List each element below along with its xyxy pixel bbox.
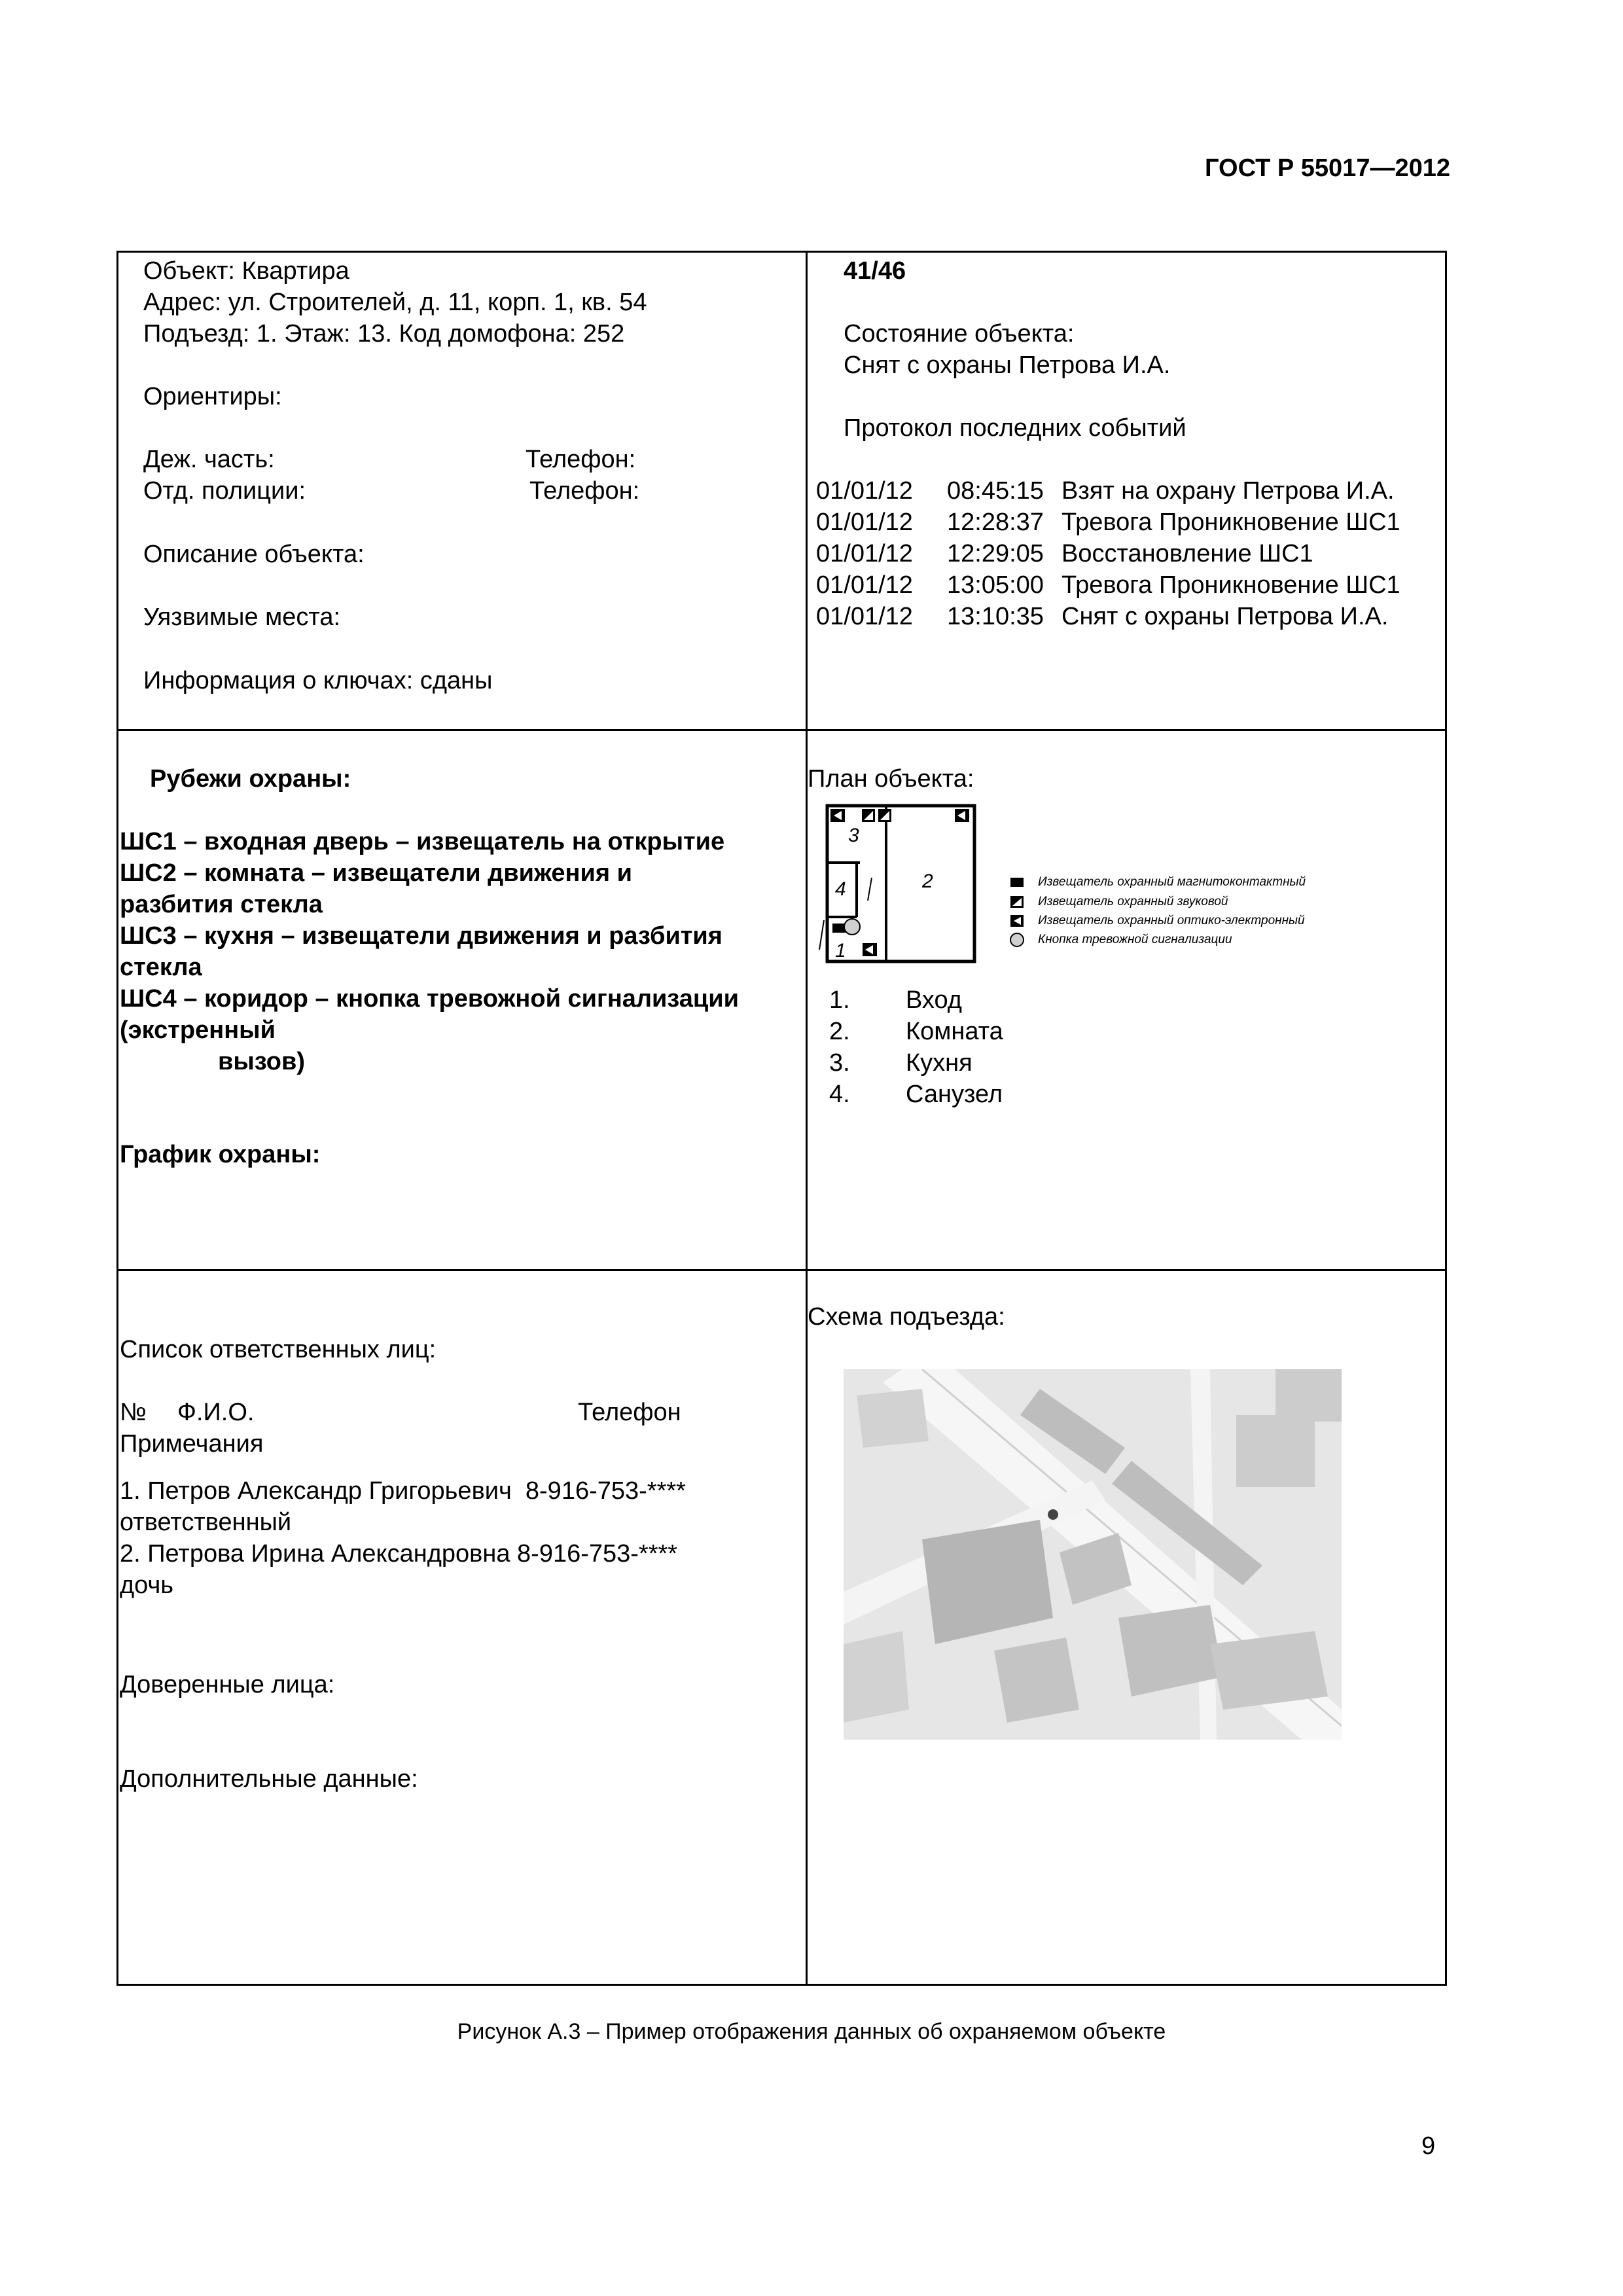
trusted-label: Доверенные лица: xyxy=(120,1671,335,1698)
event-text: Снят с охраны Петрова И.А. xyxy=(1061,603,1389,630)
room-number: 4 xyxy=(835,878,846,900)
police-label: Отд. полиции: xyxy=(143,477,306,505)
state-value: Снят с охраны Петрова И.А. xyxy=(844,351,1171,379)
column-note: Примечания xyxy=(120,1430,264,1458)
contact-note: ответственный xyxy=(120,1509,292,1536)
object-address: Адрес: ул. Строителей, д. 11, корп. 1, кв. 54 xyxy=(143,289,647,316)
page-number: 9 xyxy=(1421,2132,1436,2160)
event-text: Восстановление ШС1 xyxy=(1061,540,1313,567)
zone-line: ШС1 – входная дверь – извещатель на открытие xyxy=(120,828,725,855)
event-time: 12:29:05 xyxy=(947,540,1044,567)
event-date: 01/01/12 xyxy=(816,509,913,536)
legend-label: Извещатель охранный звуковой xyxy=(1038,895,1228,908)
magnetic-contact-icon xyxy=(1010,878,1024,887)
event-date: 01/01/12 xyxy=(816,603,913,630)
object-type: Объект: Квартира xyxy=(143,257,349,285)
room-number: 4. xyxy=(829,1081,850,1108)
police-phone-label: Телефон: xyxy=(529,477,640,505)
zone-line: стекла xyxy=(120,954,202,981)
room-number: 1 xyxy=(835,940,846,961)
state-label: Состояние объекта: xyxy=(844,320,1075,348)
event-time: 13:05:00 xyxy=(947,571,1044,599)
zone-line: разбития стекла xyxy=(120,891,323,918)
zone-line: ШС4 – коридор – кнопка тревожной сигнализации xyxy=(120,985,740,1013)
zone-line: ШС3 – кухня – извещатели движения и разбития xyxy=(120,922,722,950)
room-number: 1. xyxy=(829,986,850,1014)
table-row-divider xyxy=(118,1269,1445,1271)
event-log-title: Протокол последних событий xyxy=(844,414,1186,442)
zone-line: (экстренный xyxy=(120,1016,276,1044)
contacts-title: Список ответственных лиц: xyxy=(120,1336,437,1363)
contact-note: дочь xyxy=(120,1571,174,1599)
zone-line: вызов) xyxy=(218,1048,305,1075)
landmarks-label: Ориентиры: xyxy=(143,383,282,410)
zone-line: ШС2 – комната – извещатели движения и xyxy=(120,859,632,887)
alarm-button-icon xyxy=(1010,933,1024,946)
figure-caption: Рисунок А.3 – Пример отображения данных об охраняемом объекте xyxy=(457,2019,1166,2044)
object-card-table xyxy=(116,251,1447,1986)
room-number: 3 xyxy=(848,825,859,846)
room-number: 3. xyxy=(829,1049,850,1077)
event-date: 01/01/12 xyxy=(816,571,913,599)
room-name: Кухня xyxy=(906,1049,972,1077)
location-pin-icon xyxy=(1048,1509,1058,1520)
table-row-divider xyxy=(118,729,1445,731)
extra-label: Дополнительные данные: xyxy=(120,1765,418,1793)
entrance-map xyxy=(844,1369,1342,1740)
object-entrance: Подъезд: 1. Этаж: 13. Код домофона: 252 xyxy=(143,320,625,348)
duty-label: Деж. часть: xyxy=(143,446,275,473)
room-name: Санузел xyxy=(906,1081,1003,1108)
legend-label: Извещатель охранный магнитоконтактный xyxy=(1038,875,1306,889)
standard-number: ГОСТ Р 55017—2012 xyxy=(1205,154,1450,182)
event-time: 08:45:15 xyxy=(947,477,1044,505)
column-name: Ф.И.О. xyxy=(177,1399,255,1426)
scheme-title: Схема подъезда: xyxy=(808,1303,1005,1331)
room-name: Вход xyxy=(906,986,962,1014)
column-phone: Телефон xyxy=(578,1399,681,1426)
room-number: 2. xyxy=(829,1018,850,1045)
object-number: 41/46 xyxy=(844,257,906,285)
alarm-button-icon xyxy=(844,919,860,935)
zones-title: Рубежи охраны: xyxy=(150,765,351,793)
legend-label: Кнопка тревожной сигнализации xyxy=(1038,933,1232,946)
event-text: Тревога Проникновение ШС1 xyxy=(1061,571,1400,599)
plan-title: План объекта: xyxy=(808,765,974,793)
schedule-label: График охраны: xyxy=(120,1141,321,1168)
description-label: Описание объекта: xyxy=(143,541,365,568)
event-time: 12:28:37 xyxy=(947,509,1044,536)
table-column-divider xyxy=(806,253,808,1984)
room-number: 2 xyxy=(922,870,933,892)
room-name: Комната xyxy=(906,1018,1003,1045)
event-text: Взят на охрану Петрова И.А. xyxy=(1061,477,1395,505)
event-date: 01/01/12 xyxy=(816,477,913,505)
event-time: 13:10:35 xyxy=(947,603,1044,630)
event-text: Тревога Проникновение ШС1 xyxy=(1061,509,1400,536)
contact-person: 2. Петрова Ирина Александровна 8-916-753-**** xyxy=(120,1540,678,1568)
vulnerable-label: Уязвимые места: xyxy=(143,603,341,631)
column-no: № xyxy=(120,1399,147,1426)
keys-info: Информация о ключах: сданы xyxy=(143,667,493,694)
event-date: 01/01/12 xyxy=(816,540,913,567)
duty-phone-label: Телефон: xyxy=(526,446,636,473)
contact-person: 1. Петров Александр Григорьевич 8-916-753-**** xyxy=(120,1477,686,1505)
legend-label: Извещатель охранный оптико-электронный xyxy=(1038,914,1305,927)
